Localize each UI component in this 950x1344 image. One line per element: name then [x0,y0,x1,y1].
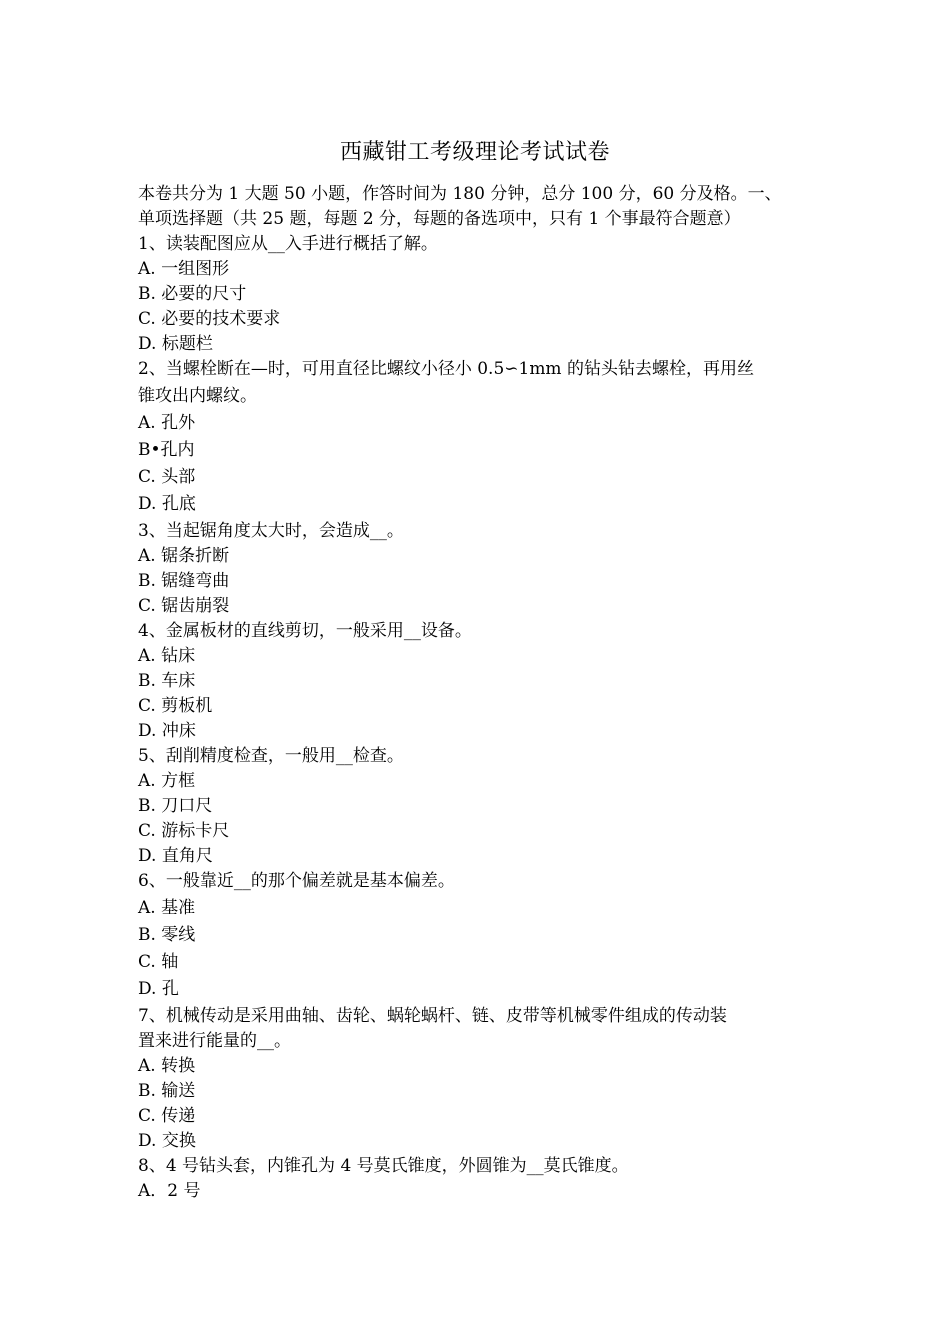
question-stem: 4、金属板材的直线剪切，一般采用__设备。 [138,621,472,641]
question-stem: 8、4 号钻头套，内锥孔为 4 号莫氏锥度，外圆锥为__莫氏锥度。 [138,1156,629,1176]
question-stem: 锥攻出内螺纹。 [138,386,257,406]
question-stem: 7、机械传动是采用曲轴、齿轮、蜗轮蜗杆、链、皮带等机械零件组成的传动装 [138,1006,727,1026]
answer-option: B. 刀口尺 [138,796,213,816]
answer-option: A. 方框 [138,771,196,791]
answer-option: C. 头部 [138,467,196,487]
question-stem: 5、刮削精度检查，一般用__检查。 [138,746,404,766]
answer-option: C. 锯齿崩裂 [138,596,230,616]
answer-option: D. 标题栏 [138,334,213,354]
answer-option: D. 孔 [138,979,179,999]
answer-option: C. 轴 [138,952,179,972]
question-stem: 6、一般靠近__的那个偏差就是基本偏差。 [138,871,455,891]
answer-option: A. 基准 [138,898,196,918]
intro-line: 单项选择题（共 25 题，每题 2 分，每题的备选项中，只有 1 个事最符合题意） [138,209,741,229]
answer-option: A. 钻床 [138,646,196,666]
answer-option: B. 输送 [138,1081,196,1101]
answer-option: A. 转换 [138,1056,196,1076]
answer-option: A．2 号 [138,1181,201,1201]
question-stem: 2、当螺栓断在—时，可用直径比螺纹小径小 0.5∽1mm 的钻头钻去螺栓，再用丝 [138,359,754,379]
answer-option: D. 直角尺 [138,846,213,866]
question-stem: 1、读装配图应从__入手进行概括了解。 [138,234,438,254]
answer-option: B•孔内 [138,440,195,460]
answer-option: B. 车床 [138,671,196,691]
answer-option: B. 零线 [138,925,196,945]
answer-option: A. 孔外 [138,413,196,433]
answer-option: B. 必要的尺寸 [138,284,247,304]
answer-option: D. 冲床 [138,721,196,741]
answer-option: C. 传递 [138,1106,196,1126]
document-body [138,182,818,1204]
answer-option: D. 孔底 [138,494,196,514]
answer-option: D. 交换 [138,1131,196,1151]
answer-option: B. 锯缝弯曲 [138,571,230,591]
answer-option: A. 一组图形 [138,259,230,279]
answer-option: C. 必要的技术要求 [138,309,281,329]
intro-line: 本卷共分为 1 大题 50 小题，作答时间为 180 分钟，总分 100 分，60 分及格。一、 [138,184,782,204]
page-title: 西藏钳工考级理论考试试卷 [339,140,610,165]
answer-option: C. 游标卡尺 [138,821,230,841]
answer-option: A. 锯条折断 [138,546,230,566]
question-stem: 置来进行能量的__。 [138,1031,291,1051]
answer-option: C. 剪板机 [138,696,213,716]
question-stem: 3、当起锯角度太大时，会造成__。 [138,521,404,541]
